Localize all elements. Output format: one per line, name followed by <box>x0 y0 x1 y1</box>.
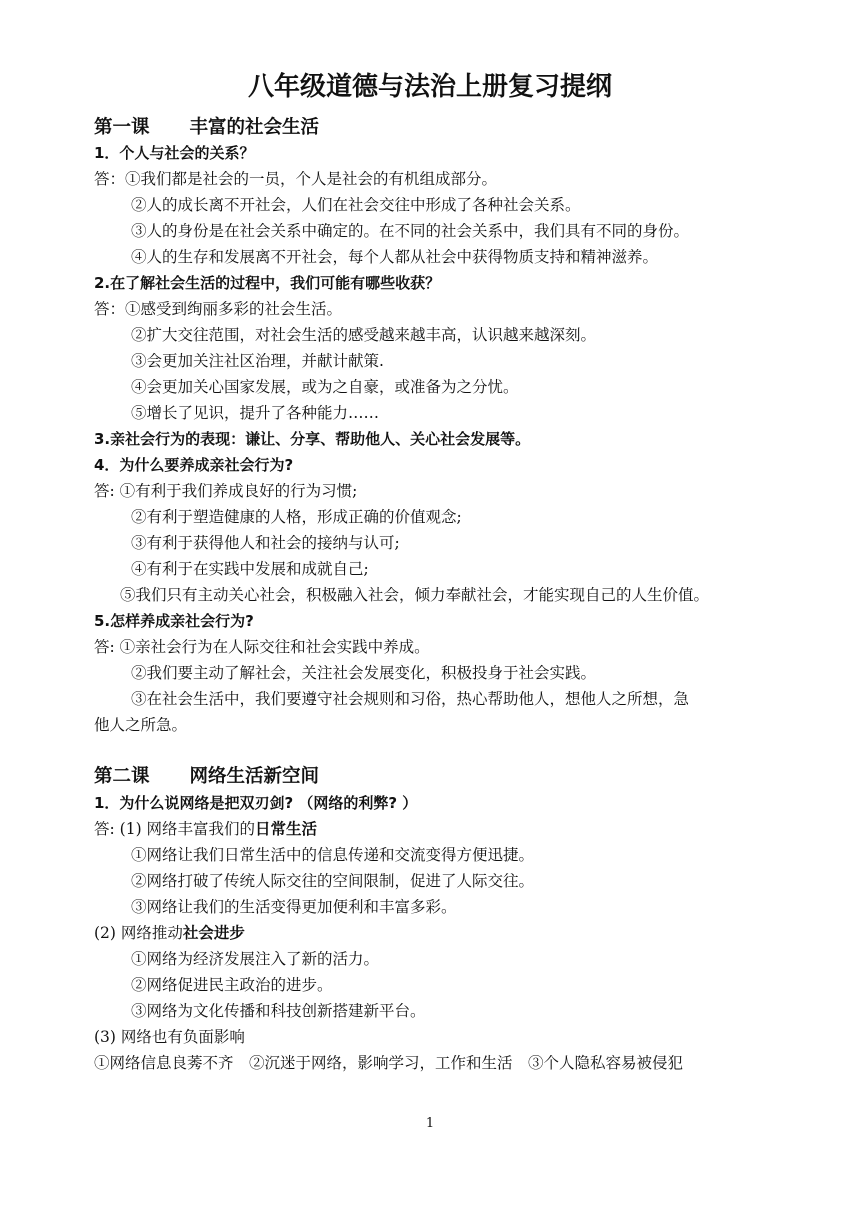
lesson-2-part-3-label: (3) 网络也有负面影响 <box>94 1028 245 1046</box>
answer-item: ①我们都是社会的一员，个人是社会的有机组成部分。 <box>125 170 498 188</box>
answer-item: ①有利于我们养成良好的行为习惯; <box>119 482 358 500</box>
part-label-emphasis: 日常生活 <box>255 820 318 838</box>
lesson-2-question-1: 1．为什么说网络是把双刃剑? （网络的利弊? ） <box>94 794 418 812</box>
answer-prefix: 答: <box>94 638 120 656</box>
lesson-2-title: 网络生活新空间 <box>189 766 320 787</box>
lesson-2-heading <box>94 764 319 790</box>
lesson-1-question-1: 1．个人与社会的关系？ <box>94 144 255 162</box>
answer-item: ④有利于在实践中发展和成就自己; <box>131 560 369 578</box>
answer-prefix: 答: <box>94 482 120 500</box>
part-label: (1) 网络丰富我们的 <box>119 820 256 838</box>
lesson-1-number: 第一课 <box>94 117 150 138</box>
answer-prefix: 答： <box>94 300 126 318</box>
answer-item: ②有利于塑造健康的人格，形成正确的价值观念; <box>131 508 462 526</box>
lesson-1-statement-3: 3.亲社会行为的表现：谦让、分享、帮助他人、关心社会发展等。 <box>94 430 531 448</box>
lesson-2-part-2-label <box>94 922 245 944</box>
answer-item: ⑤增长了见识，提升了各种能力…… <box>131 404 380 422</box>
answer-item: ②人的成长离不开社会，人们在社会交往中形成了各种社会关系。 <box>131 196 581 214</box>
answer-item: ②网络促进民主政治的进步。 <box>131 976 333 994</box>
answer-item: ②我们要主动了解社会，关注社会发展变化，积极投身于社会实践。 <box>131 664 597 682</box>
answer-item: ②扩大交往范围，对社会生活的感受越来越丰高，认识越来越深刻。 <box>131 326 597 344</box>
lesson-1-answer-1-line-1 <box>94 168 497 190</box>
lesson-2-number: 第二课 <box>94 766 150 787</box>
answer-item: ③会更加关注社区治理，并献计献策. <box>131 352 384 370</box>
lesson-2-part-1-label <box>94 818 317 840</box>
lesson-1-title: 丰富的社会生活 <box>189 117 320 138</box>
lesson-1-question-2: 2.在了解社会生活的过程中，我们可能有哪些收获？ <box>94 274 441 292</box>
answer-item: ④人的生存和发展离不开社会，每个人都从社会中获得物质支持和精神滋养。 <box>131 248 659 266</box>
answer-item: ①亲社会行为在人际交往和社会实践中养成。 <box>119 638 430 656</box>
answer-item: ③在社会生活中，我们要遵守社会规则和习俗，热心帮助他人，想他人之所想，急 <box>131 690 690 708</box>
lesson-1-heading <box>94 115 319 141</box>
lesson-1-question-4: 4．为什么要养成亲社会行为? <box>94 456 294 474</box>
answer-item: ①网络信息良莠不齐 ②沉迷于网络，影响学习，工作和生活 ③个人隐私容易被侵犯 <box>94 1054 684 1072</box>
lesson-1-answer-4-line-1 <box>94 480 357 502</box>
answer-item: ⑤我们只有主动关心社会，积极融入社会，倾力奉献社会，才能实现自己的人生价值。 <box>120 586 710 604</box>
lesson-1-question-5: 5.怎样养成亲社会行为? <box>94 612 254 630</box>
document-title: 八年级道德与法治上册复习提纲 <box>247 72 612 102</box>
answer-item: ①感受到绚丽多彩的社会生活。 <box>125 300 343 318</box>
lesson-1-answer-2-line-1 <box>94 298 342 320</box>
answer-item: ③网络为文化传播和科技创新搭建新平台。 <box>131 1002 426 1020</box>
answer-prefix: 答： <box>94 170 126 188</box>
page-number: 1 <box>425 1116 435 1131</box>
lesson-1-answer-5-line-1 <box>94 636 430 658</box>
answer-item: ③人的身份是在社会关系中确定的。在不同的社会关系中，我们具有不同的身份。 <box>131 222 690 240</box>
answer-item: 他人之所急。 <box>94 716 188 734</box>
answer-item: ①网络让我们日常生活中的信息传递和交流变得方便迅捷。 <box>131 846 535 864</box>
answer-item: ④会更加关心国家发展，或为之自豪，或准备为之分忧。 <box>131 378 519 396</box>
answer-item: ③网络让我们的生活变得更加便利和丰富多彩。 <box>131 898 457 916</box>
part-label-emphasis: 社会进步 <box>182 924 245 942</box>
answer-item: ②网络打破了传统人际交往的空间限制，促进了人际交往。 <box>131 872 535 890</box>
part-label: (2) 网络推动 <box>94 924 183 942</box>
answer-item: ③有利于获得他人和社会的接纳与认可; <box>131 534 400 552</box>
answer-prefix: 答: <box>94 820 120 838</box>
answer-item: ①网络为经济发展注入了新的活力。 <box>131 950 380 968</box>
